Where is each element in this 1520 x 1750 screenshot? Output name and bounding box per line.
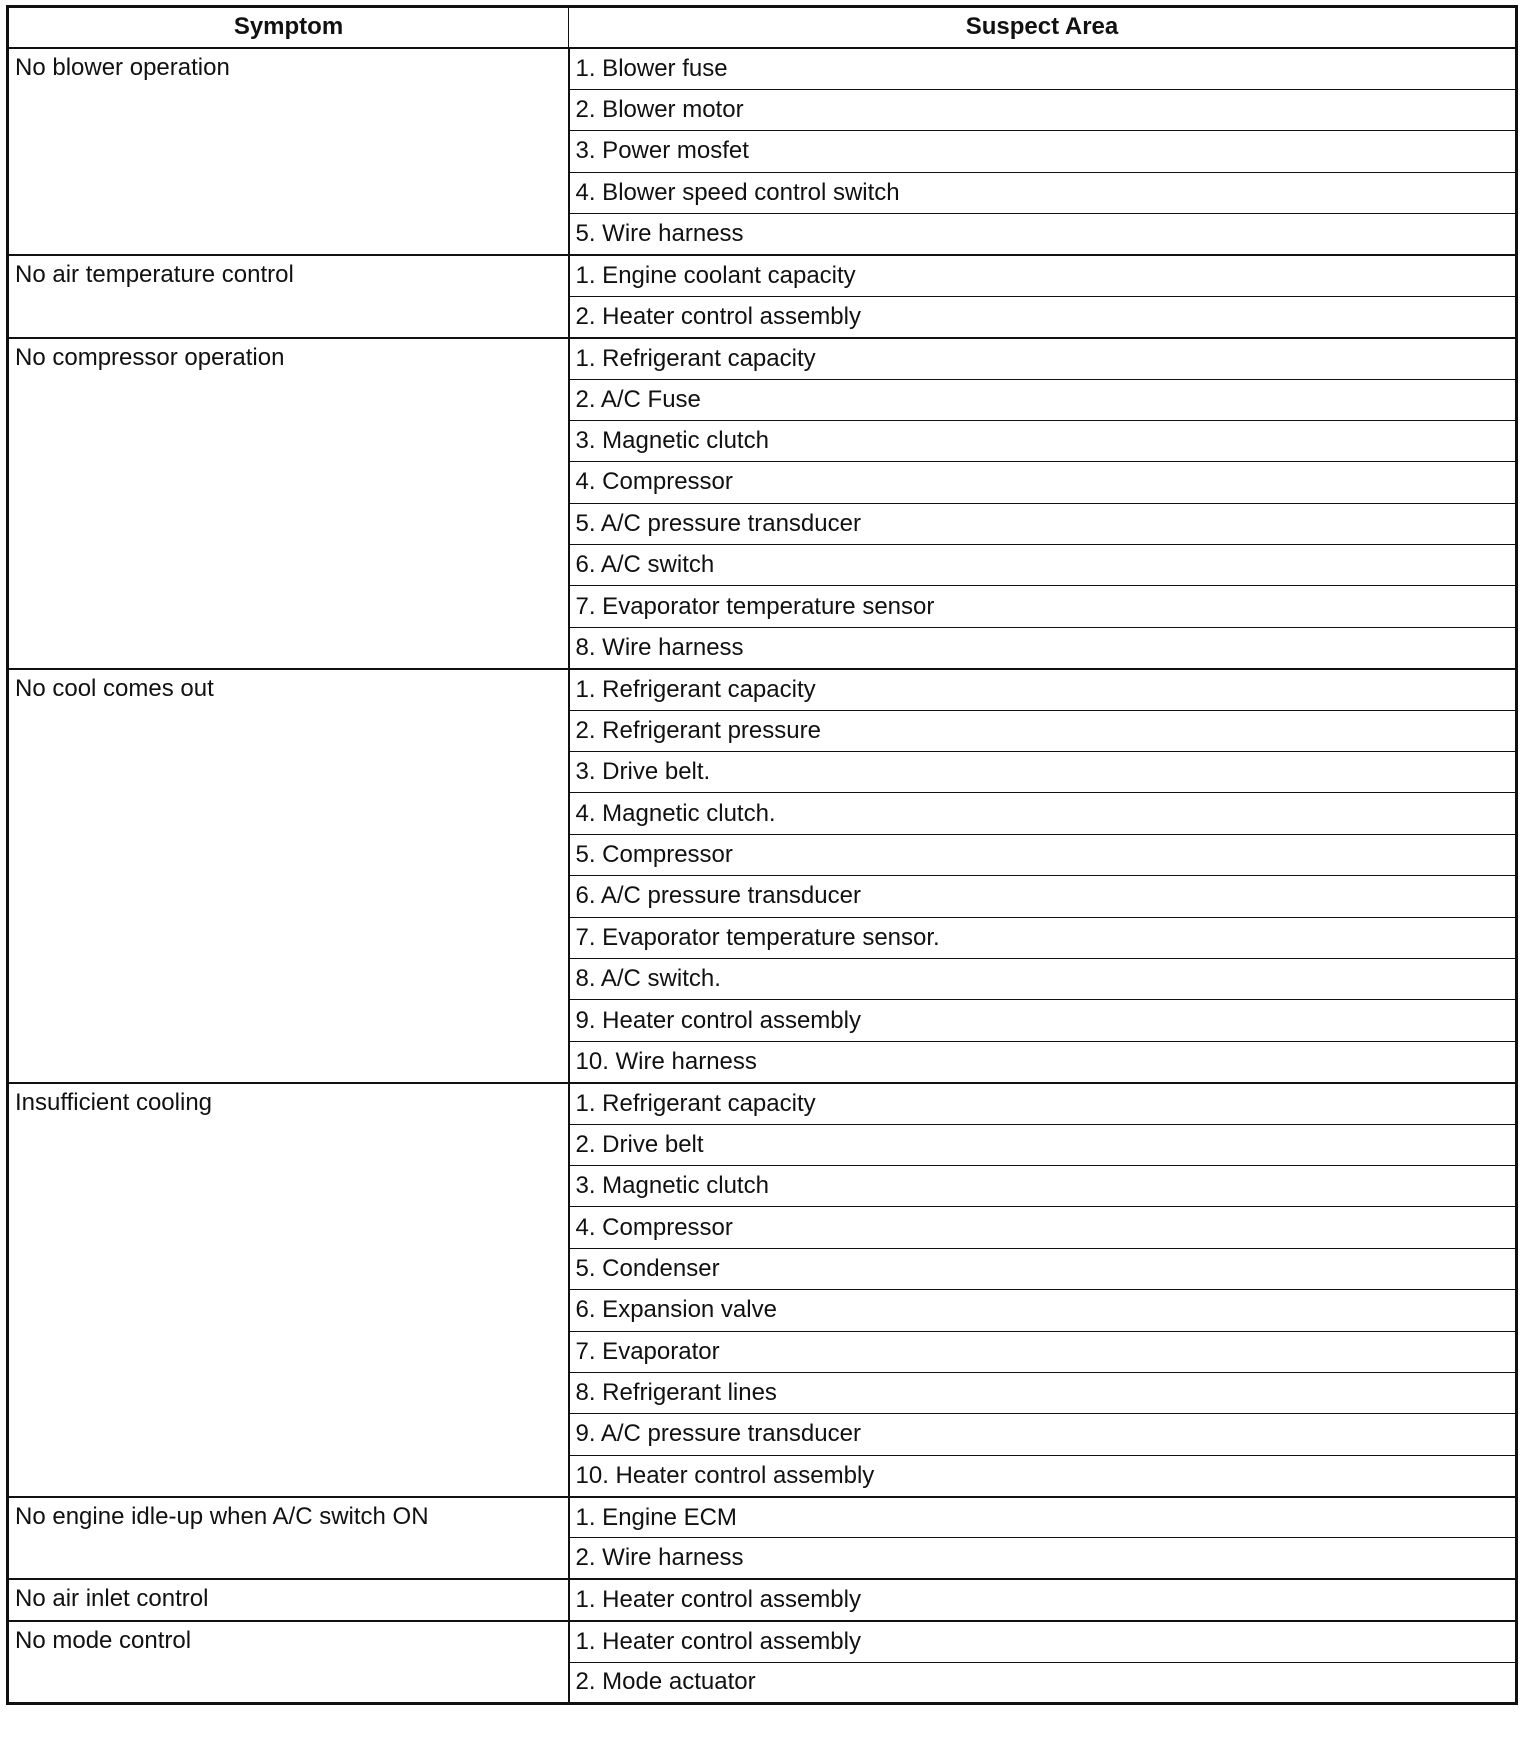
suspect-area-cell: 8. Refrigerant lines — [569, 1372, 1517, 1413]
table-row — [8, 1497, 1517, 1538]
table-body — [8, 48, 1517, 1704]
suspect-area-cell: 9. Heater control assembly — [569, 1000, 1517, 1041]
suspect-area-cell: 5. Wire harness — [569, 213, 1517, 254]
suspect-area-cell: 4. Blower speed control switch — [569, 172, 1517, 213]
table-row — [8, 1083, 1517, 1124]
suspect-area-cell: 3. Magnetic clutch — [569, 420, 1517, 461]
table-row — [8, 1579, 1517, 1620]
table-row — [8, 338, 1517, 379]
suspect-area-cell: 1. Engine coolant capacity — [569, 255, 1517, 296]
suspect-area-cell: 4. Compressor — [569, 462, 1517, 503]
suspect-area-cell: 10. Heater control assembly — [569, 1455, 1517, 1496]
suspect-area-cell: 1. Refrigerant capacity — [569, 669, 1517, 710]
table-row — [8, 1621, 1517, 1662]
suspect-area-cell: 4. Compressor — [569, 1207, 1517, 1248]
suspect-area-cell: 5. Condenser — [569, 1248, 1517, 1289]
suspect-area-cell: 6. Expansion valve — [569, 1290, 1517, 1331]
symptom-cell: No engine idle-up when A/C switch ON — [8, 1497, 569, 1580]
symptom-cell: No cool comes out — [8, 669, 569, 1083]
suspect-area-cell: 2. Blower motor — [569, 89, 1517, 130]
suspect-area-cell: 3. Magnetic clutch — [569, 1165, 1517, 1206]
suspect-area-cell: 7. Evaporator — [569, 1331, 1517, 1372]
suspect-area-cell: 7. Evaporator temperature sensor. — [569, 917, 1517, 958]
suspect-area-cell: 4. Magnetic clutch. — [569, 793, 1517, 834]
symptom-cell: No air inlet control — [8, 1579, 569, 1620]
table-row — [8, 48, 1517, 89]
symptom-cell: No blower operation — [8, 48, 569, 255]
suspect-area-cell: 1. Engine ECM — [569, 1497, 1517, 1538]
header-row — [8, 7, 1517, 48]
symptom-column-header: Symptom — [8, 7, 569, 48]
symptom-cell: No compressor operation — [8, 338, 569, 669]
suspect-area-cell: 1. Heater control assembly — [569, 1621, 1517, 1662]
troubleshooting-table — [6, 5, 1518, 1705]
symptom-cell: No mode control — [8, 1621, 569, 1704]
suspect-area-cell: 5. A/C pressure transducer — [569, 503, 1517, 544]
suspect-area-cell: 1. Heater control assembly — [569, 1579, 1517, 1620]
suspect-area-cell: 6. A/C pressure transducer — [569, 876, 1517, 917]
suspect-area-cell: 1. Refrigerant capacity — [569, 1083, 1517, 1124]
suspect-area-cell: 6. A/C switch — [569, 545, 1517, 586]
suspect-area-cell: 9. A/C pressure transducer — [569, 1414, 1517, 1455]
suspect-area-cell: 1. Refrigerant capacity — [569, 338, 1517, 379]
suspect-area-cell: 10. Wire harness — [569, 1041, 1517, 1082]
suspect-area-cell: 2. Refrigerant pressure — [569, 710, 1517, 751]
symptom-cell: Insufficient cooling — [8, 1083, 569, 1497]
table-row — [8, 255, 1517, 296]
suspect-area-cell: 5. Compressor — [569, 834, 1517, 875]
suspect-area-cell: 2. Drive belt — [569, 1124, 1517, 1165]
suspect-area-cell: 3. Drive belt. — [569, 752, 1517, 793]
suspect-area-cell: 2. Wire harness — [569, 1538, 1517, 1579]
suspect-area-column-header: Suspect Area — [569, 7, 1517, 48]
suspect-area-cell: 2. Heater control assembly — [569, 296, 1517, 337]
suspect-area-cell: 8. A/C switch. — [569, 958, 1517, 999]
suspect-area-cell: 7. Evaporator temperature sensor — [569, 586, 1517, 627]
table-row — [8, 669, 1517, 710]
suspect-area-cell: 2. Mode actuator — [569, 1662, 1517, 1703]
suspect-area-cell: 2. A/C Fuse — [569, 379, 1517, 420]
suspect-area-cell: 8. Wire harness — [569, 627, 1517, 668]
suspect-area-cell: 1. Blower fuse — [569, 48, 1517, 89]
symptom-cell: No air temperature control — [8, 255, 569, 338]
suspect-area-cell: 3. Power mosfet — [569, 131, 1517, 172]
